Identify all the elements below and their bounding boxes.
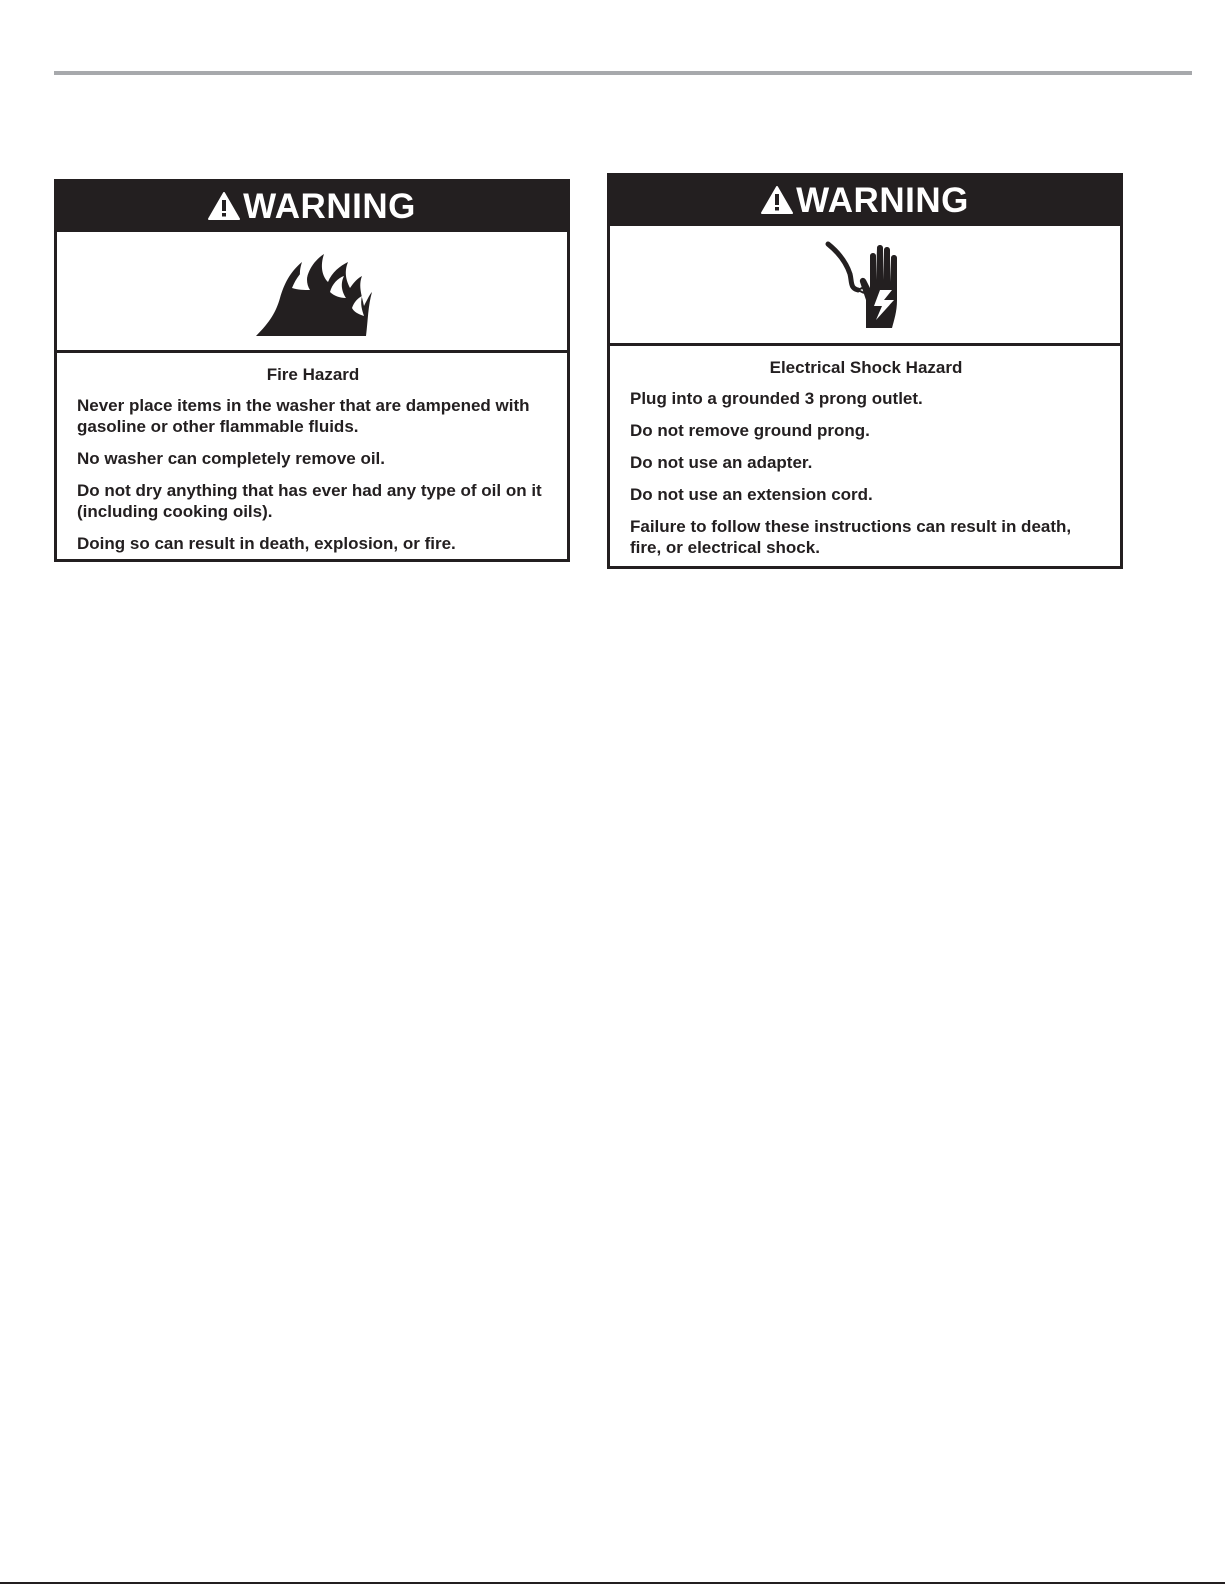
fire-pictogram (57, 232, 567, 353)
warning-message: Do not use an extension cord. (630, 485, 873, 504)
warning-triangle-icon (208, 191, 240, 221)
warning-message: Failure to follow these instructions can result in death, fire, or electrical shock. (630, 517, 1072, 557)
fire-warning-body (57, 353, 567, 554)
hazard-title: Electrical Shock Hazard (769, 358, 963, 377)
top-rule (54, 71, 1192, 75)
shock-warning-body (610, 346, 1120, 558)
warning-header-label: WARNING (243, 187, 416, 226)
fire-hazard-icon (252, 248, 372, 338)
warning-header (610, 176, 1120, 226)
warning-message: Do not remove ground prong. (630, 421, 870, 440)
warning-message: Do not dry anything that has ever had any type of oil on it (including cooking oils). (77, 481, 542, 521)
warning-message: Doing so can result in death, explosion, or fire. (77, 534, 456, 553)
warning-header-label: WARNING (796, 181, 969, 220)
warning-header (57, 182, 567, 232)
warning-triangle-icon (761, 185, 793, 215)
warning-message: No washer can completely remove oil. (77, 449, 386, 468)
warning-message: Do not use an adapter. (630, 453, 813, 472)
warning-message: Plug into a grounded 3 prong outlet. (630, 389, 923, 408)
shock-warning-box (607, 173, 1123, 569)
electrical-shock-hazard-icon (820, 240, 910, 332)
bottom-rule (0, 1582, 1225, 1584)
shock-pictogram (610, 226, 1120, 346)
fire-warning-box (54, 179, 570, 562)
warning-message: Never place items in the washer that are dampened with gasoline or other flammable fluids. (77, 396, 530, 436)
hazard-title: Fire Hazard (266, 365, 360, 384)
